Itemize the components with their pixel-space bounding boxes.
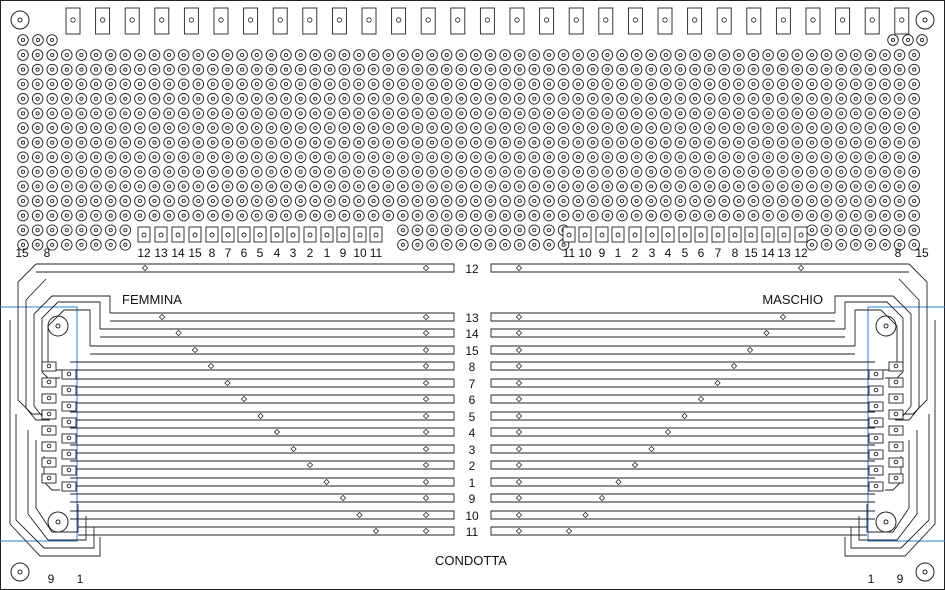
right-pad-label: 10 bbox=[578, 246, 592, 260]
small-pad bbox=[304, 227, 316, 242]
condotta-label: CONDOTTA bbox=[435, 553, 507, 568]
small-pad bbox=[172, 227, 184, 242]
small-pad bbox=[629, 227, 641, 242]
left-pad-label: 3 bbox=[289, 246, 297, 260]
top-edge-pad bbox=[244, 8, 258, 34]
femmina-label: FEMMINA bbox=[122, 292, 182, 307]
right-pad-label: 2 bbox=[631, 246, 639, 260]
small-pad bbox=[662, 227, 674, 242]
small-pad bbox=[370, 227, 382, 242]
left-pad-label: 8 bbox=[208, 246, 216, 260]
small-pad bbox=[712, 227, 724, 242]
small-pad bbox=[155, 227, 167, 242]
top-edge-pads bbox=[66, 8, 909, 34]
trace-label: 15 bbox=[465, 344, 479, 358]
trace-label: 1 bbox=[468, 476, 476, 490]
left-pad-label: 12 bbox=[137, 246, 151, 260]
top-edge-pad bbox=[717, 8, 731, 34]
corner-label-right-1: 1 bbox=[867, 572, 875, 586]
small-pad bbox=[579, 227, 591, 242]
top-edge-pad bbox=[125, 8, 139, 34]
right-pad-label: 8 bbox=[731, 246, 739, 260]
left-pad-label: 10 bbox=[353, 246, 367, 260]
right-pad-label: 5 bbox=[681, 246, 689, 260]
trace-label: 2 bbox=[468, 459, 476, 473]
right-pad-label: 13 bbox=[777, 246, 791, 260]
right-pad-label: 6 bbox=[697, 246, 705, 260]
right-pad-label: 14 bbox=[761, 246, 775, 260]
left-pad-label: 7 bbox=[224, 246, 232, 260]
top-edge-pad bbox=[303, 8, 317, 34]
trace-label: 5 bbox=[468, 410, 476, 424]
top-edge-pad bbox=[806, 8, 820, 34]
left-pad-label: 4 bbox=[273, 246, 281, 260]
small-pad bbox=[745, 227, 757, 242]
small-pad bbox=[795, 227, 807, 242]
small-pad bbox=[612, 227, 624, 242]
small-pad bbox=[354, 227, 366, 242]
top-edge-pad bbox=[214, 8, 228, 34]
top-edge-pad bbox=[747, 8, 761, 34]
top-edge-pad bbox=[273, 8, 287, 34]
left-pad-label: 11 bbox=[369, 246, 383, 260]
right-pad-label: 15 bbox=[744, 246, 758, 260]
small-pad bbox=[563, 227, 575, 242]
trace-label: 8 bbox=[468, 360, 476, 374]
top-edge-pad bbox=[66, 8, 80, 34]
small-pad bbox=[254, 227, 266, 242]
header-right-label-15: 15 bbox=[915, 246, 929, 260]
header-right-label-8: 8 bbox=[894, 246, 902, 260]
left-pad-label: 1 bbox=[323, 246, 331, 260]
header-left-label-15: 15 bbox=[15, 246, 29, 260]
top-edge-pad bbox=[688, 8, 702, 34]
top-edge-pad bbox=[776, 8, 790, 34]
left-pad-label: 5 bbox=[256, 246, 264, 260]
small-pad bbox=[222, 227, 234, 242]
right-pad-label: 11 bbox=[562, 246, 576, 260]
trace-label: 3 bbox=[468, 443, 476, 457]
top-edge-pad bbox=[155, 8, 169, 34]
trace-label: 11 bbox=[465, 525, 479, 539]
small-pad bbox=[729, 227, 741, 242]
top-edge-pad bbox=[332, 8, 346, 34]
trace-label: 12 bbox=[465, 262, 479, 276]
top-edge-pad bbox=[96, 8, 110, 34]
trace-label: 13 bbox=[465, 311, 479, 325]
small-pad bbox=[238, 227, 250, 242]
top-edge-pad bbox=[836, 8, 850, 34]
maschio-label: MASCHIO bbox=[762, 292, 823, 307]
top-edge-pad bbox=[510, 8, 524, 34]
left-pad-label: 2 bbox=[306, 246, 314, 260]
small-pad bbox=[138, 227, 150, 242]
top-edge-pad bbox=[599, 8, 613, 34]
top-edge-pad bbox=[628, 8, 642, 34]
right-pad-label: 1 bbox=[614, 246, 622, 260]
left-pad-label: 15 bbox=[188, 246, 202, 260]
small-pad bbox=[287, 227, 299, 242]
top-edge-pad bbox=[865, 8, 879, 34]
trace-label: 6 bbox=[468, 393, 476, 407]
small-pad bbox=[596, 227, 608, 242]
top-edge-pad bbox=[362, 8, 376, 34]
right-pad-label: 4 bbox=[664, 246, 672, 260]
small-pad bbox=[189, 227, 201, 242]
top-edge-pad bbox=[480, 8, 494, 34]
top-edge-pad bbox=[451, 8, 465, 34]
left-pad-label: 13 bbox=[154, 246, 168, 260]
top-edge-pad bbox=[569, 8, 583, 34]
corner-label-left-1: 1 bbox=[76, 572, 84, 586]
top-edge-pad bbox=[392, 8, 406, 34]
left-pad-labels bbox=[137, 246, 382, 260]
trace-label: 4 bbox=[468, 426, 476, 440]
trace-label: 14 bbox=[465, 327, 479, 341]
corner-label-left-9: 9 bbox=[47, 572, 55, 586]
left-pad-label: 9 bbox=[339, 246, 347, 260]
small-pad bbox=[679, 227, 691, 242]
small-pad bbox=[337, 227, 349, 242]
top-edge-pad bbox=[540, 8, 554, 34]
corner-label-right-9: 9 bbox=[896, 572, 904, 586]
small-pad bbox=[695, 227, 707, 242]
left-pad-label: 6 bbox=[240, 246, 248, 260]
small-pad bbox=[646, 227, 658, 242]
small-pad bbox=[321, 227, 333, 242]
header-left-label-8: 8 bbox=[43, 246, 51, 260]
right-pad-labels bbox=[563, 246, 808, 260]
trace-label: 10 bbox=[465, 509, 479, 523]
top-edge-pad bbox=[184, 8, 198, 34]
trace-label: 7 bbox=[468, 377, 476, 391]
right-pad-label: 7 bbox=[714, 246, 722, 260]
top-edge-pad bbox=[658, 8, 672, 34]
small-pad bbox=[762, 227, 774, 242]
small-pad bbox=[778, 227, 790, 242]
small-pad bbox=[271, 227, 283, 242]
top-edge-pad bbox=[895, 8, 909, 34]
right-pad-label: 12 bbox=[794, 246, 808, 260]
right-pad-label: 3 bbox=[648, 246, 656, 260]
trace-label: 9 bbox=[468, 492, 476, 506]
left-pad-label: 14 bbox=[171, 246, 185, 260]
top-edge-pad bbox=[421, 8, 435, 34]
right-pad-label: 9 bbox=[598, 246, 606, 260]
small-pad bbox=[206, 227, 218, 242]
